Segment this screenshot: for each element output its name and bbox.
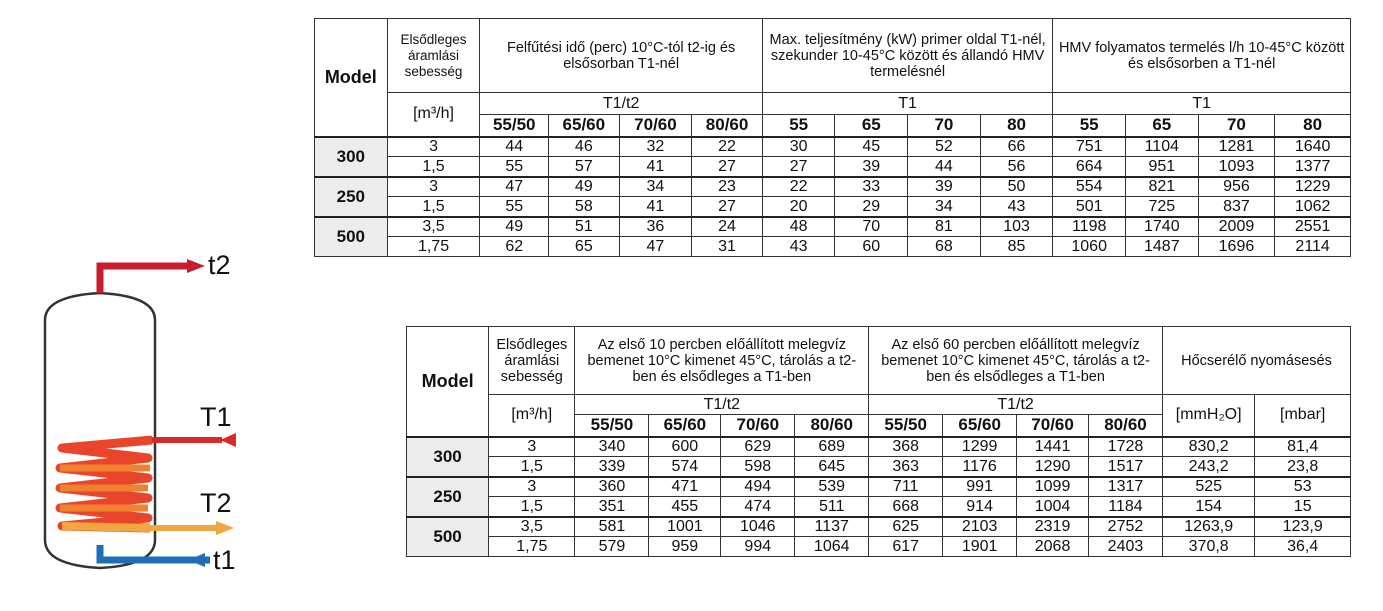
value-cell: 46 [549,137,620,157]
flow-cell: 1,5 [489,457,575,477]
value-cell: 31 [692,237,763,257]
value-cell: 154 [1162,497,1254,517]
value-cell: 66 [980,137,1053,157]
value-cell: 1137 [795,517,869,537]
value-cell: 103 [980,217,1053,237]
header-group-1: Felfűtési idő (perc) 10°C-tól t2-ig és elsősorban T1-nél [480,19,762,93]
value-cell: 1517 [1089,457,1163,477]
value-cell: 36 [619,217,692,237]
value-cell: 123,9 [1255,517,1351,537]
header-flow-unit: [m³/h] [489,395,575,437]
value-cell: 1317 [1089,477,1163,497]
value-cell: 368 [869,437,943,457]
value-cell: 1099 [1017,477,1089,497]
label-T2: T2 [200,488,232,518]
table-row [407,497,1351,517]
value-cell: 471 [649,477,721,497]
value-cell: 370,8 [1162,537,1254,557]
value-cell: 44 [908,157,981,177]
value-cell: 1093 [1198,157,1275,177]
value-cell: 830,2 [1162,437,1254,457]
header-pressure-drop: Hőcserélő nyomásesés [1162,327,1350,395]
value-cell: 53 [1255,477,1351,497]
value-cell: 837 [1198,197,1275,217]
value-cell: 2551 [1275,217,1351,237]
value-cell: 49 [480,217,549,237]
value-cell: 60 [835,237,908,257]
value-cell: 554 [1053,177,1126,197]
value-cell: 951 [1125,157,1198,177]
value-cell: 1901 [943,537,1017,557]
model-cell: 250 [315,177,388,217]
flow-cell: 1,5 [387,157,480,177]
value-cell: 20 [762,197,835,217]
value-cell: 41 [619,197,692,217]
subheader-2: T1/t2 [869,395,1163,415]
value-cell: 1290 [1017,457,1089,477]
value-cell: 70 [835,217,908,237]
value-cell: 579 [575,537,649,557]
col-header: 55/50 [575,415,649,437]
value-cell: 2114 [1275,237,1351,257]
value-cell: 52 [908,137,981,157]
value-cell: 1441 [1017,437,1089,457]
flow-cell: 3 [489,477,575,497]
value-cell: 474 [721,497,795,517]
value-cell: 629 [721,437,795,457]
value-cell: 1640 [1275,137,1351,157]
flow-cell: 3 [387,137,480,157]
value-cell: 1740 [1125,217,1198,237]
value-cell: 39 [835,157,908,177]
value-cell: 494 [721,477,795,497]
flow-cell: 1,75 [489,537,575,557]
value-cell: 1263,9 [1162,517,1254,537]
unit-mbar: [mbar] [1255,395,1351,437]
value-cell: 51 [549,217,620,237]
value-cell: 48 [762,217,835,237]
model-cell: 300 [407,437,489,477]
header-model: Model [407,327,489,437]
col-header: 55 [1053,115,1126,137]
value-cell: 600 [649,437,721,457]
hot-water-table [406,326,1351,557]
value-cell: 914 [943,497,1017,517]
value-cell: 29 [835,197,908,217]
value-cell: 47 [480,177,549,197]
value-cell: 1001 [649,517,721,537]
header-group-1: Az első 10 percben előállított melegvíz bemenet 10°C kimenet 45°C, tárolás a t2-ben és elsődleges a T1-ben [575,327,869,395]
flow-cell: 1,75 [387,237,480,257]
value-cell: 668 [869,497,943,517]
value-cell: 991 [943,477,1017,497]
value-cell: 68 [908,237,981,257]
col-header: 65/60 [943,415,1017,437]
performance-table [314,18,1351,257]
value-cell: 581 [575,517,649,537]
table-row [315,137,1351,157]
value-cell: 55 [480,197,549,217]
value-cell: 22 [762,177,835,197]
table-row [407,437,1351,457]
value-cell: 23,8 [1255,457,1351,477]
col-header: 65 [835,115,908,137]
value-cell: 23 [692,177,763,197]
unit-mmh2o: [mmH₂O] [1162,395,1254,437]
label-T1: T1 [200,402,232,432]
value-cell: 1046 [721,517,795,537]
col-header: 65/60 [649,415,721,437]
value-cell: 525 [1162,477,1254,497]
value-cell: 45 [835,137,908,157]
value-cell: 39 [908,177,981,197]
value-cell: 27 [692,157,763,177]
value-cell: 34 [619,177,692,197]
flow-cell: 3,5 [489,517,575,537]
value-cell: 1281 [1198,137,1275,157]
flow-cell: 1,5 [387,197,480,217]
value-cell: 455 [649,497,721,517]
header-group-2: Max. teljesítmény (kW) primer oldal T1-nél, szekunder 10-45°C között és állandó HMV termelésnél [762,19,1053,93]
value-cell: 81,4 [1255,437,1351,457]
value-cell: 1176 [943,457,1017,477]
value-cell: 2319 [1017,517,1089,537]
model-cell: 500 [315,217,388,257]
value-cell: 58 [549,197,620,217]
value-cell: 994 [721,537,795,557]
value-cell: 49 [549,177,620,197]
value-cell: 30 [762,137,835,157]
value-cell: 56 [980,157,1053,177]
value-cell: 725 [1125,197,1198,217]
value-cell: 821 [1125,177,1198,197]
value-cell: 22 [692,137,763,157]
model-cell: 250 [407,477,489,517]
col-header: 70/60 [721,415,795,437]
value-cell: 50 [980,177,1053,197]
col-header: 70/60 [619,115,692,137]
subheader-1: T1/t2 [480,93,762,115]
value-cell: 751 [1053,137,1126,157]
value-cell: 47 [619,237,692,257]
value-cell: 27 [762,157,835,177]
flow-cell: 3,5 [387,217,480,237]
col-header: 55/50 [480,115,549,137]
tank-diagram [0,0,300,611]
value-cell: 2009 [1198,217,1275,237]
value-cell: 363 [869,457,943,477]
table-row [407,537,1351,557]
col-header: 80 [1275,115,1351,137]
table-row [407,457,1351,477]
value-cell: 2403 [1089,537,1163,557]
value-cell: 689 [795,437,869,457]
value-cell: 44 [480,137,549,157]
col-header: 80/60 [1089,415,1163,437]
table-row [315,177,1351,197]
value-cell: 36,4 [1255,537,1351,557]
value-cell: 511 [795,497,869,517]
header-model: Model [315,19,388,137]
model-cell: 300 [315,137,388,177]
value-cell: 539 [795,477,869,497]
t2-arrow-icon [187,259,205,273]
value-cell: 41 [619,157,692,177]
value-cell: 1060 [1053,237,1126,257]
table-row [407,477,1351,497]
subheader-3: T1 [1053,93,1351,115]
value-cell: 625 [869,517,943,537]
value-cell: 24 [692,217,763,237]
value-cell: 33 [835,177,908,197]
table-row [315,197,1351,217]
value-cell: 55 [480,157,549,177]
T1-arrow-icon [220,433,236,447]
value-cell: 340 [575,437,649,457]
value-cell: 57 [549,157,620,177]
value-cell: 1229 [1275,177,1351,197]
value-cell: 1487 [1125,237,1198,257]
value-cell: 501 [1053,197,1126,217]
value-cell: 2103 [943,517,1017,537]
value-cell: 1377 [1275,157,1351,177]
header-group-2: Az első 60 percben előállított melegvíz bemenet 10°C kimenet 45°C, tárolás a t2-ben és elsődleges a T1-ben [869,327,1163,395]
value-cell: 65 [549,237,620,257]
value-cell: 62 [480,237,549,257]
col-header: 70/60 [1017,415,1089,437]
value-cell: 959 [649,537,721,557]
value-cell: 1728 [1089,437,1163,457]
value-cell: 1198 [1053,217,1126,237]
subheader-1: T1/t2 [575,395,869,415]
col-header: 55/50 [869,415,943,437]
value-cell: 1004 [1017,497,1089,517]
value-cell: 2752 [1089,517,1163,537]
value-cell: 32 [619,137,692,157]
value-cell: 351 [575,497,649,517]
value-cell: 81 [908,217,981,237]
value-cell: 1696 [1198,237,1275,257]
header-group-3: HMV folyamatos termelés l/h 10-45°C között és elsősorben a T1-nél [1053,19,1351,93]
table-row [315,237,1351,257]
label-t1: t1 [213,545,236,575]
value-cell: 956 [1198,177,1275,197]
value-cell: 15 [1255,497,1351,517]
col-header: 80/60 [692,115,763,137]
value-cell: 360 [575,477,649,497]
t2-pipe [100,266,188,293]
col-header: 65/60 [549,115,620,137]
label-t2: t2 [208,250,231,280]
value-cell: 664 [1053,157,1126,177]
value-cell: 34 [908,197,981,217]
value-cell: 1184 [1089,497,1163,517]
value-cell: 711 [869,477,943,497]
T2-arrow-icon [216,521,234,535]
header-flow: Elsődleges áramlási sebesség [387,19,480,93]
heating-coil [60,440,152,528]
col-header: 65 [1125,115,1198,137]
value-cell: 598 [721,457,795,477]
value-cell: 1064 [795,537,869,557]
flow-cell: 1,5 [489,497,575,517]
subheader-2: T1 [762,93,1053,115]
flow-cell: 3 [489,437,575,457]
value-cell: 574 [649,457,721,477]
value-cell: 1299 [943,437,1017,457]
col-header: 80 [980,115,1053,137]
value-cell: 27 [692,197,763,217]
value-cell: 2068 [1017,537,1089,557]
col-header: 55 [762,115,835,137]
value-cell: 339 [575,457,649,477]
table-row [315,217,1351,237]
value-cell: 43 [980,197,1053,217]
header-flow: Elsődleges áramlási sebesség [489,327,575,395]
model-cell: 500 [407,517,489,557]
header-flow-unit: [m³/h] [387,93,480,137]
value-cell: 43 [762,237,835,257]
value-cell: 645 [795,457,869,477]
col-header: 80/60 [795,415,869,437]
value-cell: 1062 [1275,197,1351,217]
table-row [407,517,1351,537]
table-row [315,157,1351,177]
t1-arrow-icon [188,553,205,567]
value-cell: 617 [869,537,943,557]
value-cell: 1104 [1125,137,1198,157]
col-header: 70 [908,115,981,137]
value-cell: 85 [980,237,1053,257]
col-header: 70 [1198,115,1275,137]
value-cell: 243,2 [1162,457,1254,477]
flow-cell: 3 [387,177,480,197]
